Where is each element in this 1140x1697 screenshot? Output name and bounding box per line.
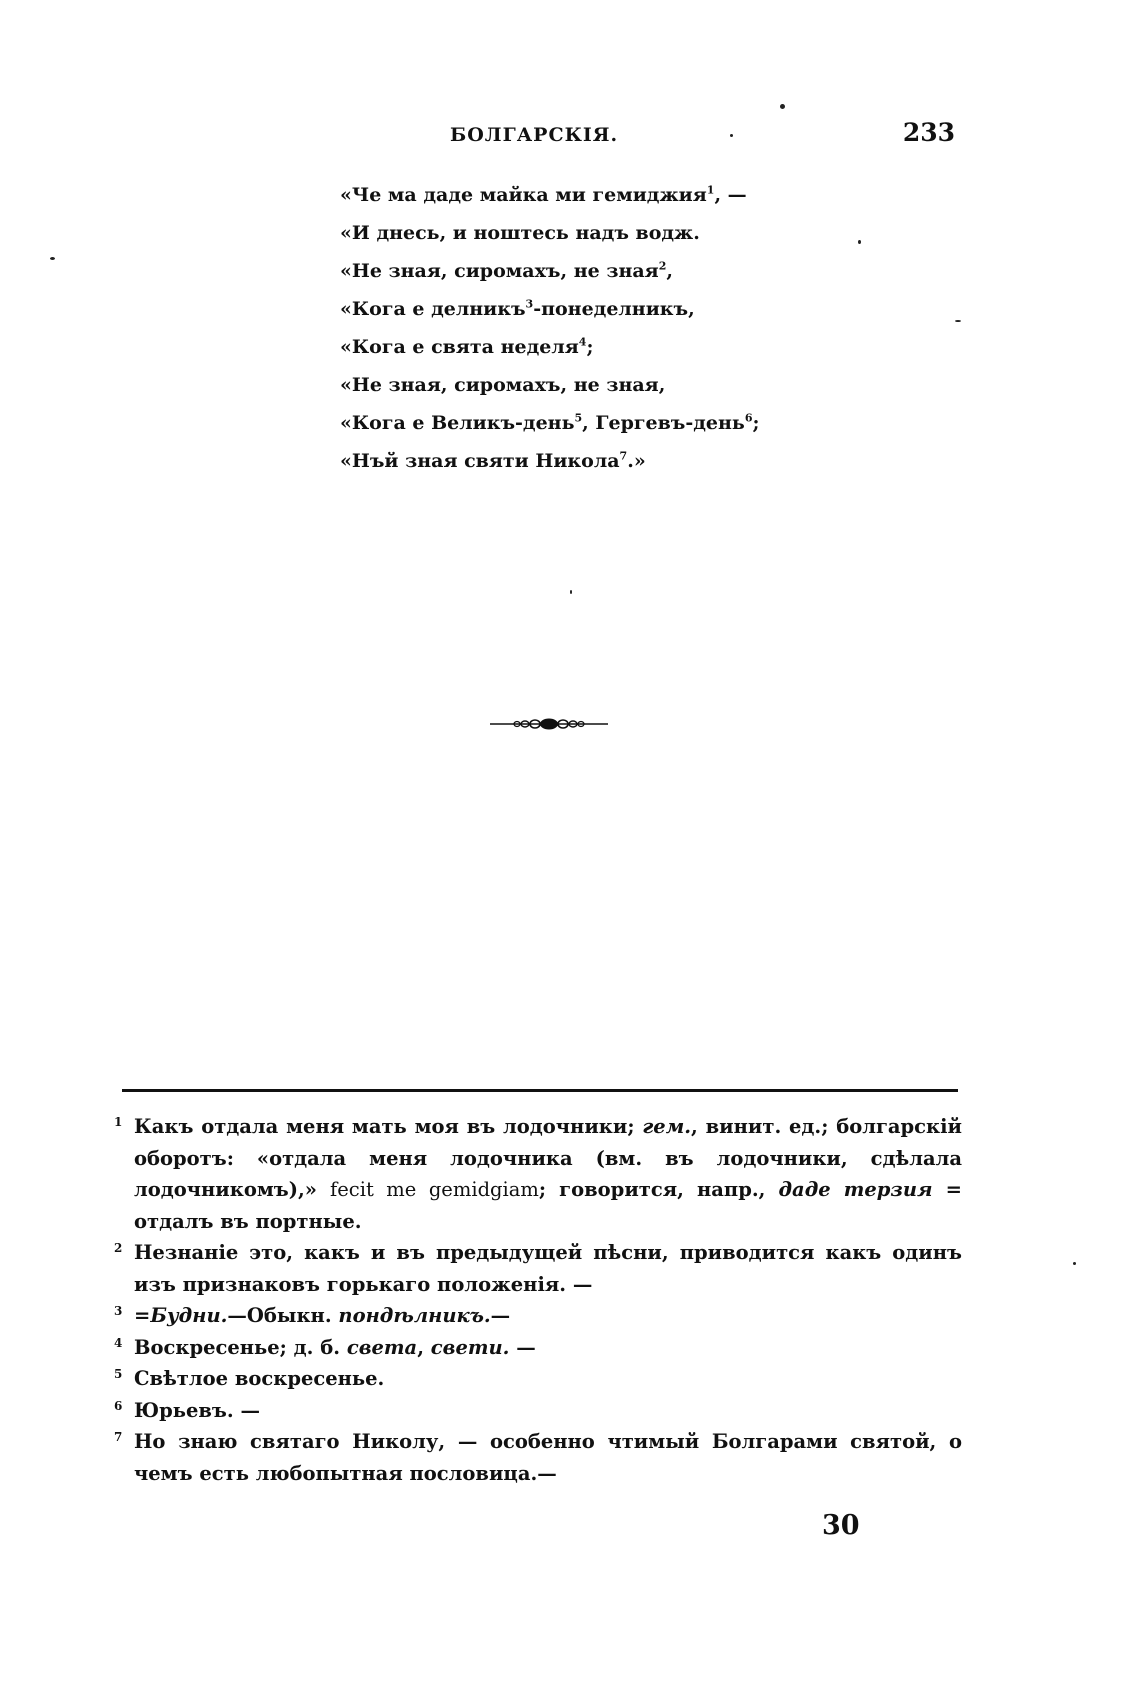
scan-speck [570,590,572,594]
ornament-divider [490,714,608,734]
verse-line: «Че ма даде майка ми гемиджия$^1$, — [340,183,747,206]
page-number: 233 [902,118,955,147]
footnote-3: 3 =Будни.—Обыкн. пондѣлникъ.— [114,1300,962,1332]
footnote-marker: 5 [114,1367,123,1381]
scan-speck [50,257,55,260]
verse-line: «Не зная, сиромахъ, не зная$^2$, [340,259,673,282]
signature-mark: 30 [822,1510,860,1541]
footnote-6: 6 Юрьевъ. — [114,1395,962,1427]
footnote-marker: 2 [114,1241,123,1255]
verse-line: «И днесь, и ноштесь надъ водж. [340,222,700,244]
verse-line: «Кога е делникъ$^3$-понеделникъ, [340,297,695,320]
scan-speck [955,320,961,322]
footnote-ref: 4 [578,335,587,349]
footnote-rule [122,1089,958,1092]
footnotes [114,1111,962,1489]
verse-line: «Не зная, сиромахъ, не зная, [340,374,666,396]
footnote-2: 2 Незнаніе это, какъ и въ предыдущей пѣсни, приводится какъ одинъ изъ признаковъ горькаго положенія. — [114,1237,962,1300]
footnote-7: 7 Но знаю святаго Николу, — особенно чтимый Болгарами святой, о чемъ есть любопытная пословица.— [114,1426,962,1489]
footnote-ref: 6 [744,411,753,425]
footnote-marker: 1 [114,1115,123,1129]
verse-line: «Кога е Великъ-день$^5$, Гергевъ-день$^6$; [340,411,760,434]
footnote-marker: 6 [114,1398,123,1413]
footnote-marker: 7 [114,1430,123,1444]
footnote-4: 4 Воскресенье; д. б. света, свети. — [114,1332,962,1364]
song-verses [340,176,900,480]
scan-speck [1073,1262,1076,1265]
footnote-ref: 3 [525,297,534,311]
footnote-ref: 7 [619,449,628,463]
footnote-5: 5 Свѣтлое воскресенье. [114,1363,962,1395]
footnote-ref: 1 [706,183,715,197]
footnote-1: 1 Какъ отдала меня мать моя въ лодочники; гем., винит. ед.; болгарскій оборотъ: «отдала меня лодочника (вм. въ лодочники, сдѣлала лодочникомъ),» fecit me gemidgiam; говорится, напр., даде терзия = отдалъ въ портные. [114,1111,962,1237]
scan-speck [730,134,733,137]
verse-line: «Нъй зная святи Никола$^7$.» [340,449,646,472]
scan-speck [858,240,861,244]
scan-speck [780,104,785,109]
footnote-ref: 2 [658,259,667,273]
running-title: БОЛГАРСКІЯ. [450,124,619,146]
verse-line: «Кога е свята неделя$^4$; [340,335,594,358]
running-head [450,118,955,148]
footnote-marker: 3 [114,1304,123,1318]
footnote-ref: 5 [574,411,583,425]
footnote-marker: 4 [114,1335,123,1350]
